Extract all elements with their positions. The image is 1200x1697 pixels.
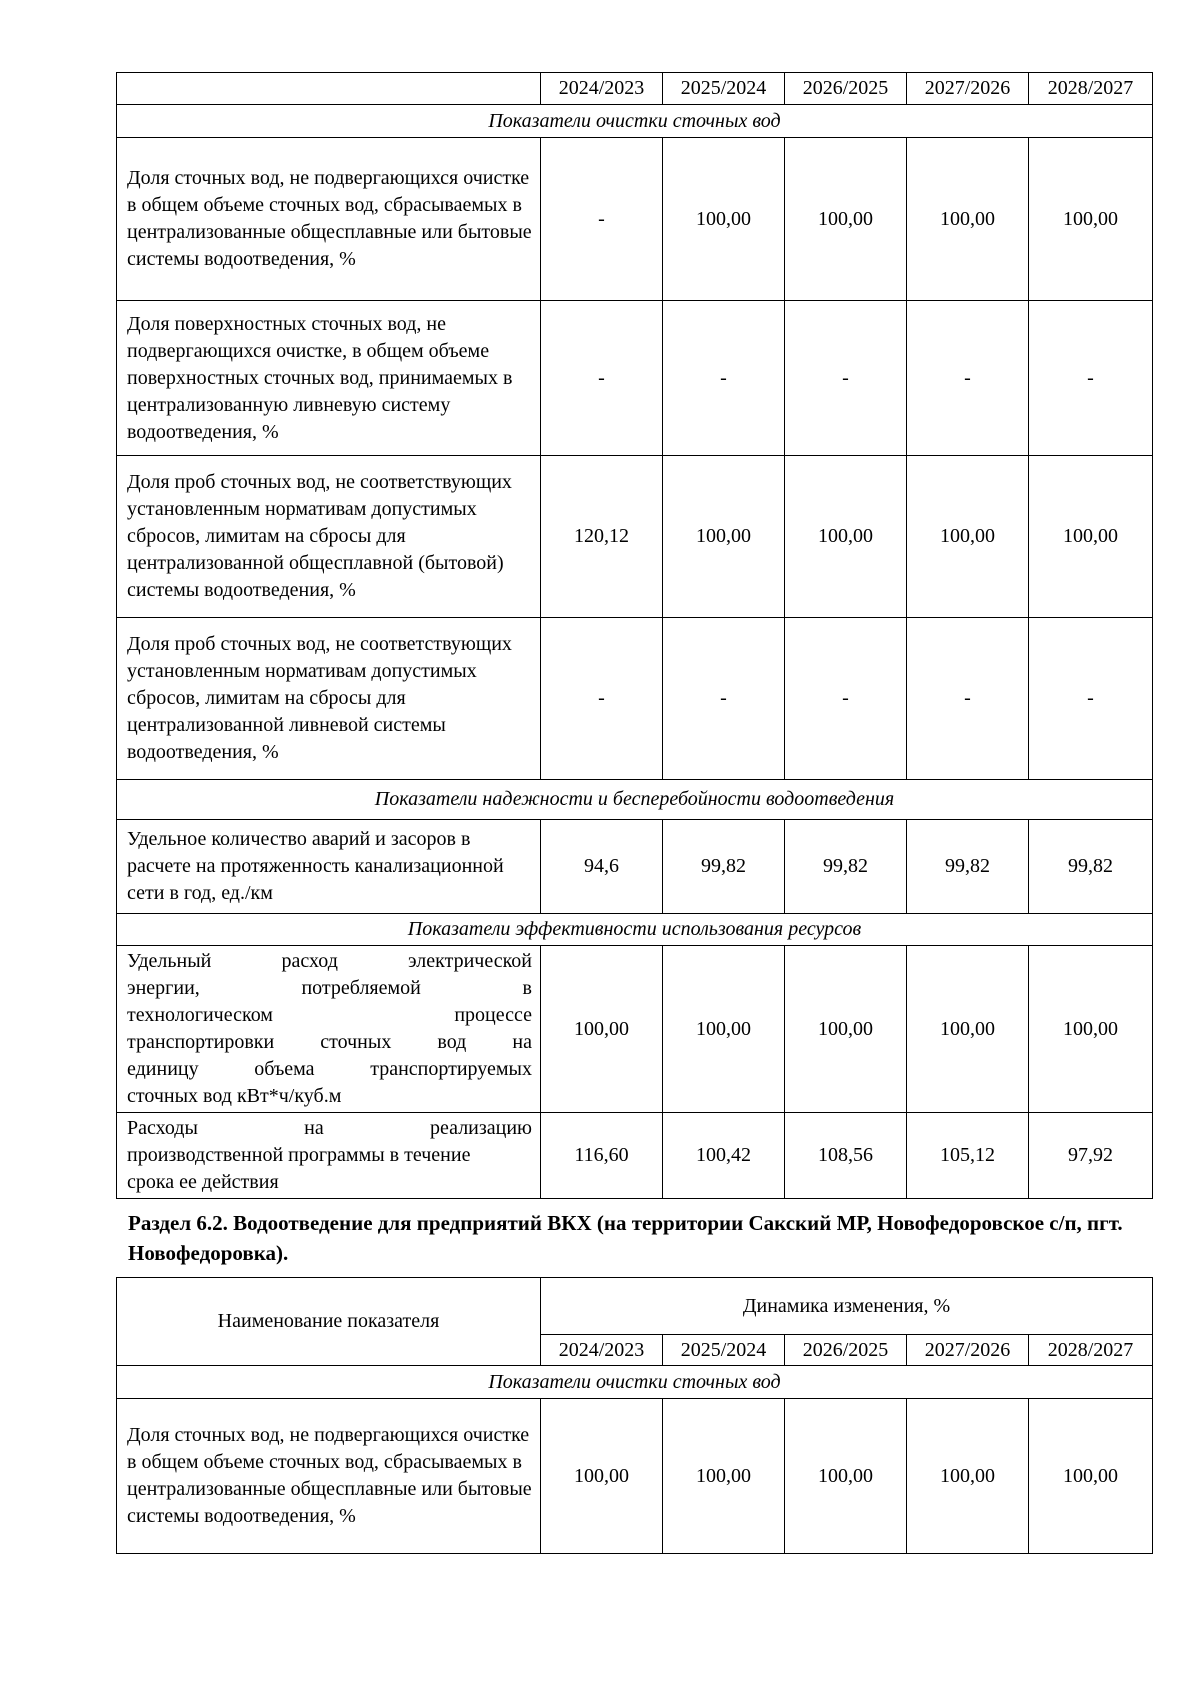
name-line: сточных вод кВт*ч/куб.м	[127, 1085, 342, 1107]
indicators-table-2	[116, 1277, 1153, 1554]
table-row	[117, 1399, 1153, 1554]
indicator-name: Доля проб сточных вод, не соответствующих установленным нормативам допустимых сбросов, лимитам на сбросы для централизованной общесплавной (бытовой) системы водоотведения, %	[117, 456, 541, 618]
indicator-value: 100,00	[541, 946, 663, 1113]
section-title: Показатели очистки сточных вод	[117, 1366, 1153, 1399]
indicator-value: -	[541, 618, 663, 780]
indicator-value: 100,00	[663, 138, 785, 301]
indicator-name: Доля проб сточных вод, не соответствующих установленным нормативам допустимых сбросов, лимитам на сбросы для централизованной ливневой системы водоотведения, %	[117, 618, 541, 780]
indicator-name	[117, 946, 541, 1113]
year-header: 2024/2023	[541, 73, 663, 105]
indicator-value: 100,00	[541, 1399, 663, 1554]
indicator-value: 100,00	[907, 946, 1029, 1113]
indicator-value: 100,00	[663, 946, 785, 1113]
table-row	[117, 1113, 1153, 1199]
indicator-value: -	[907, 301, 1029, 456]
indicator-value: 99,82	[785, 820, 907, 914]
indicator-value: -	[541, 138, 663, 301]
indicator-value: 99,82	[907, 820, 1029, 914]
indicator-value: -	[785, 301, 907, 456]
indicator-value: 100,00	[663, 1399, 785, 1554]
table-row	[117, 456, 1153, 618]
indicator-value: 100,00	[1029, 1399, 1153, 1554]
year-header: 2028/2027	[1029, 73, 1153, 105]
name-line: производственной программы в течение	[127, 1144, 471, 1166]
indicator-value: 100,00	[907, 456, 1029, 618]
name-line: технологическом процессе	[127, 1004, 532, 1026]
indicator-value: 100,00	[785, 456, 907, 618]
indicator-value: -	[663, 301, 785, 456]
indicator-value: 100,00	[1029, 946, 1153, 1113]
year-header: 2025/2024	[663, 1335, 785, 1366]
year-header: 2024/2023	[541, 1335, 663, 1366]
indicators-table-1	[116, 72, 1153, 1199]
indicator-value: 105,12	[907, 1113, 1029, 1199]
indicator-value: 120,12	[541, 456, 663, 618]
indicator-value: 100,00	[785, 946, 907, 1113]
table-row	[117, 946, 1153, 1113]
year-header: 2025/2024	[663, 73, 785, 105]
indicator-value: -	[907, 618, 1029, 780]
table-row	[117, 618, 1153, 780]
indicator-name: Доля сточных вод, не подвергающихся очистке в общем объеме сточных вод, сбрасываемых в централизованные общесплавные или бытовые системы водоотведения, %	[117, 1399, 541, 1554]
indicator-value: 100,00	[907, 138, 1029, 301]
indicator-value: 116,60	[541, 1113, 663, 1199]
section-row	[117, 780, 1153, 820]
table-header-row	[117, 73, 1153, 105]
name-line: транспортировки сточных вод на	[127, 1031, 532, 1053]
indicator-value: 97,92	[1029, 1113, 1153, 1199]
section-title: Показатели надежности и бесперебойности водоотведения	[117, 780, 1153, 820]
indicator-name: Удельное количество аварий и засоров в расчете на протяженность канализационной сети в год, ед./км	[117, 820, 541, 914]
indicator-value: 100,00	[785, 1399, 907, 1554]
year-header: 2028/2027	[1029, 1335, 1153, 1366]
name-line: энергии, потребляемой в	[127, 977, 532, 999]
name-line: срока ее действия	[127, 1171, 279, 1193]
section-heading: Раздел 6.2. Водоотведение для предприятий ВКХ (на территории Сакский МР, Новофедоровское с/п, пгт. Новофедоровка).	[128, 1211, 1123, 1265]
dynamics-header: Динамика изменения, %	[541, 1278, 1153, 1335]
year-header: 2027/2026	[907, 1335, 1029, 1366]
section-title: Показатели очистки сточных вод	[117, 105, 1153, 138]
indicator-value: 100,00	[1029, 456, 1153, 618]
name-line: единицу объема транспортируемых	[127, 1058, 532, 1080]
section-row	[117, 1366, 1153, 1399]
year-header: 2027/2026	[907, 73, 1029, 105]
indicator-value: -	[1029, 301, 1153, 456]
indicator-value: -	[541, 301, 663, 456]
indicator-value: 100,00	[1029, 138, 1153, 301]
indicator-value: 100,00	[663, 456, 785, 618]
indicator-value: 100,42	[663, 1113, 785, 1199]
section-title: Показатели эффективности использования ресурсов	[117, 914, 1153, 946]
indicator-value: 108,56	[785, 1113, 907, 1199]
section-row	[117, 914, 1153, 946]
section-row	[117, 105, 1153, 138]
header-empty-cell	[117, 73, 541, 105]
indicator-value: 94,6	[541, 820, 663, 914]
year-header: 2026/2025	[785, 1335, 907, 1366]
indicator-name	[117, 1113, 541, 1199]
name-line: Расходы на реализацию	[127, 1117, 532, 1139]
name-column-header: Наименование показателя	[117, 1278, 541, 1366]
indicator-value: -	[663, 618, 785, 780]
table-row	[117, 138, 1153, 301]
indicator-value: 99,82	[1029, 820, 1153, 914]
indicator-value: -	[785, 618, 907, 780]
table-row	[117, 301, 1153, 456]
year-header: 2026/2025	[785, 73, 907, 105]
table-header-row	[117, 1278, 1153, 1335]
indicator-value: 99,82	[663, 820, 785, 914]
name-line: Удельный расход электрической	[127, 950, 532, 972]
indicator-value: -	[1029, 618, 1153, 780]
indicator-name: Доля сточных вод, не подвергающихся очистке в общем объеме сточных вод, сбрасываемых в централизованные общесплавные или бытовые системы водоотведения, %	[117, 138, 541, 301]
table-row	[117, 820, 1153, 914]
indicator-value: 100,00	[907, 1399, 1029, 1554]
indicator-name: Доля поверхностных сточных вод, не подвергающихся очистке, в общем объеме поверхностных сточных вод, принимаемых в централизованную ливневую систему водоотведения, %	[117, 301, 541, 456]
indicator-value: 100,00	[785, 138, 907, 301]
